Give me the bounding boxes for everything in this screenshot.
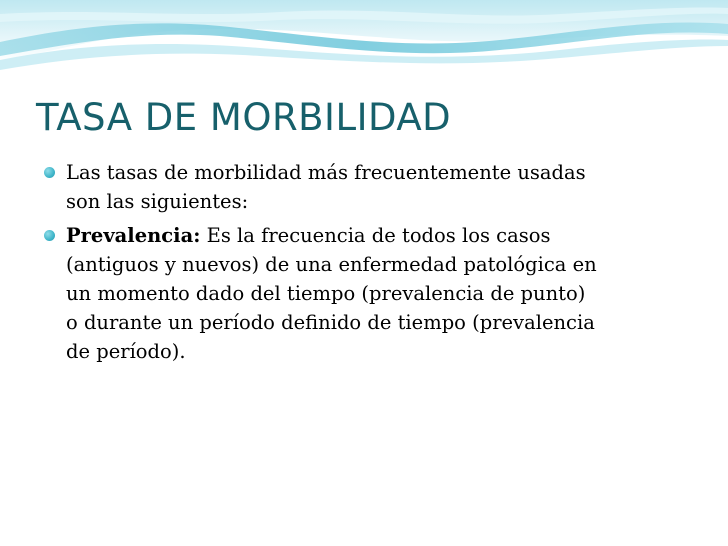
slide-title: TASA DE MORBILIDAD xyxy=(36,96,452,139)
bullet-item-prevalencia xyxy=(44,221,694,366)
bullet-line: Las tasas de morbilidad más frecuentemente usadas xyxy=(66,161,586,184)
bullet-line: son las siguientes: xyxy=(66,190,249,213)
bullet-item-tasas xyxy=(44,158,694,216)
bullet-first-line xyxy=(66,221,694,250)
term-prevalencia: Prevalencia: xyxy=(66,224,201,247)
round-bullet-icon xyxy=(44,167,55,178)
definition-start: Es la frecuencia de todos los casos xyxy=(200,224,551,247)
header-wave-decoration xyxy=(0,0,728,90)
wave-graphic xyxy=(0,0,728,90)
round-bullet-icon xyxy=(44,230,55,241)
bullet-line: (antiguos y nuevos) de una enfermedad patológica en xyxy=(66,253,597,276)
bullet-list xyxy=(44,158,694,371)
bullet-line: o durante un período definido de tiempo (prevalencia xyxy=(66,311,595,334)
bullet-line: de período). xyxy=(66,340,186,363)
bullet-line: un momento dado del tiempo (prevalencia de punto) xyxy=(66,282,586,305)
